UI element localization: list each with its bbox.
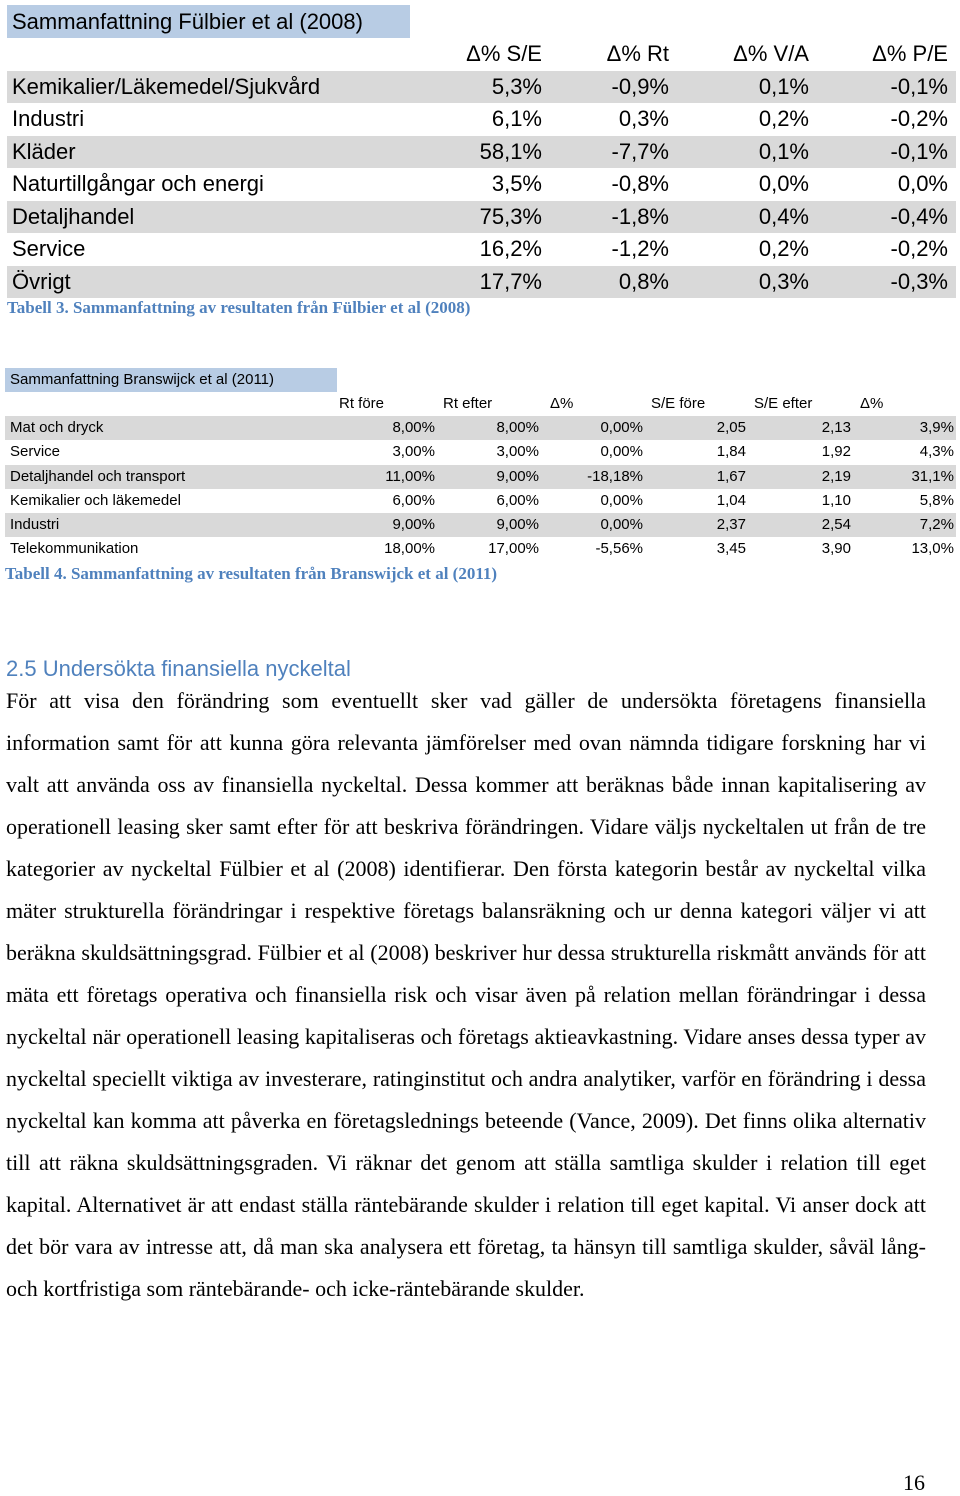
row-label: Detaljhandel och transport [10,467,186,485]
cell: 1,84 [716,443,746,461]
cell: 0,3% [618,106,669,131]
table-row [7,201,956,234]
table1-header: Δ% Rt [606,41,669,66]
cell: 3,45 [716,540,746,558]
cell: 1,92 [821,443,851,461]
row-label: Service [12,236,86,261]
table-row [5,537,956,561]
cell: 2,05 [716,419,746,437]
cell: 75,3% [479,203,542,229]
cell: -0,3% [890,268,948,294]
cell: 11,00% [385,467,435,485]
cell: 2,37 [716,515,746,533]
table2-header: S/E efter [754,395,813,412]
table-row [7,233,956,266]
table1-caption: Tabell 3. Sammanfattning av resultaten från Fülbier et al (2008) [7,298,471,317]
table1-header: Δ% P/E [872,41,948,66]
cell: 2,19 [821,467,851,485]
row-label: Kemikalier och läkemedel [10,491,181,509]
row-label: Kläder [12,138,76,164]
cell: 17,7% [479,268,542,294]
cell: 8,00% [392,419,435,437]
table2-header: Rt efter [443,395,493,412]
cell: 8,00% [496,419,539,437]
cell: 1,10 [821,491,851,509]
row-label: Service [10,443,61,461]
cell: -7,7% [611,138,669,164]
cell: 0,00% [600,419,643,437]
row-label: Industri [10,515,60,533]
row-label: Övrigt [12,268,71,294]
cell: 3,9% [919,419,954,437]
table-row [5,440,956,464]
cell: 0,0% [897,171,948,196]
cell: 0,1% [758,73,809,99]
table2-title: Sammanfattning Branswijck et al (2011) [5,368,337,392]
section-heading: 2.5 Undersökta finansiella nyckeltal [6,656,351,681]
cell: -0,2% [890,236,948,261]
table2-header: Rt före [339,395,385,412]
cell: -0,1% [890,138,948,164]
cell: 1,67 [716,467,746,485]
cell: 3,00% [496,443,539,461]
cell: 0,00% [600,443,643,461]
cell: 0,8% [618,268,669,294]
cell: 9,00% [496,515,539,533]
cell: 1,04 [716,491,746,509]
cell: 31,1% [911,467,954,485]
table-row [5,513,956,537]
cell: 9,00% [496,467,539,485]
row-label: Naturtillgångar och energi [12,171,264,196]
cell: 2,54 [821,515,851,533]
cell: 3,5% [491,171,542,196]
cell: -1,2% [611,236,669,261]
cell: -0,4% [890,203,948,229]
table1-title: Sammanfattning Fülbier et al (2008) [7,5,410,38]
table2-header: Δ% [550,395,574,412]
cell: 4,3% [919,443,954,461]
table1 [7,38,956,298]
cell: 0,0% [758,171,809,196]
cell: 2,13 [821,419,851,437]
cell: 6,1% [491,106,542,131]
cell: 7,2% [919,515,954,533]
row-label: Detaljhandel [12,203,135,229]
row-label: Industri [12,106,85,131]
cell: -0,9% [611,73,669,99]
cell: 0,2% [758,106,809,131]
cell: 0,00% [600,491,643,509]
cell: 6,00% [496,491,539,509]
table2-caption: Tabell 4. Sammanfattning av resultaten från Branswijck et al (2011) [5,564,498,583]
cell: -1,8% [611,203,669,229]
cell: 0,00% [600,515,643,533]
cell: -5,56% [595,540,643,558]
cell: 9,00% [392,515,435,533]
cell: -18,18% [587,467,643,485]
cell: 6,00% [392,491,435,509]
cell: 5,3% [491,73,542,99]
table-row [7,266,956,299]
cell: -0,1% [890,73,948,99]
table1-header: Δ% V/A [733,41,809,66]
table2-header: Δ% [860,395,884,412]
cell: 17,00% [488,540,539,558]
cell: 0,2% [758,236,809,261]
table1-header: Δ% S/E [466,41,542,66]
table2-header-row [5,392,956,416]
body-paragraph: För att visa den förändring som eventuellt sker vad gäller de undersökta företagens finansiella information samt för att kunna göra relevanta jämförelser med ovan nämnda tidigare forskning har vi valt att använda oss av finansiella nyckeltal. Dessa kommer att beräknas både innan kapitalisering av operationell leasing sker samt efter för att beskriva förändringen. Vidare väljs nyckeltalen ut från de tre kategorier av nyckeltal Fülbier et al (2008) identifierar. Den första kategorin består av nyckeltal vilka mäter strukturella förändringar i respektive företags balansräkning och ur denna kategori väljer vi att beräkna skuldsättningsgrad. Fülbier et al (2008) beskriver hur dessa strukturella riskmått används för att mäta ett företags operativa och finansiella risk och visar även på relation mellan förändringar i dessa nyckeltal när operationell leasing kapitaliseras och företags aktieavkastning. Vidare anses dessa typer av nyckeltal speciellt viktiga av investerare, ratinginstitut och andra analytiker, varför en förändring i dessa nyckeltal kan komma att påverka en företagslednings beteende (Vance, 2009). Det finns olika alternativ till att räkna skuldsättningsgraden. Vi räknar det genom att ställa samtliga skulder i relation till eget kapital. Alternativet är att endast ställa räntebärande skulder i relation till eget kapital. Vi anser dock att det bör vara av intresse att, då man ska analysera ett företag, ta hänsyn till samtliga skulder, såväl lång- och kortfristiga som räntebärande- och icke-räntebärande skulder. [6,688,926,1301]
table-row [5,416,956,440]
table1-header-row [7,38,956,71]
table2-header: S/E före [651,395,706,412]
cell: -0,8% [611,171,669,196]
row-label: Telekommunikation [10,540,139,558]
cell: 3,00% [392,443,435,461]
cell: 5,8% [919,491,954,509]
cell: 58,1% [479,138,542,164]
table-row [5,489,956,513]
cell: 0,3% [758,268,809,294]
cell: 16,2% [479,236,542,261]
cell: 0,1% [758,138,809,164]
cell: 18,00% [384,540,435,558]
table-row [7,71,956,104]
table-row [5,465,956,489]
page-number: 16 [903,1470,925,1495]
cell: 13,0% [911,540,954,558]
row-label: Kemikalier/Läkemedel/Sjukvård [12,73,321,99]
row-label: Mat och dryck [10,419,104,437]
cell: 3,90 [821,540,851,558]
table-row [7,168,956,201]
table-row [7,136,956,169]
table2 [5,392,956,561]
table-row [7,103,956,136]
cell: -0,2% [890,106,948,131]
cell: 0,4% [758,203,809,229]
